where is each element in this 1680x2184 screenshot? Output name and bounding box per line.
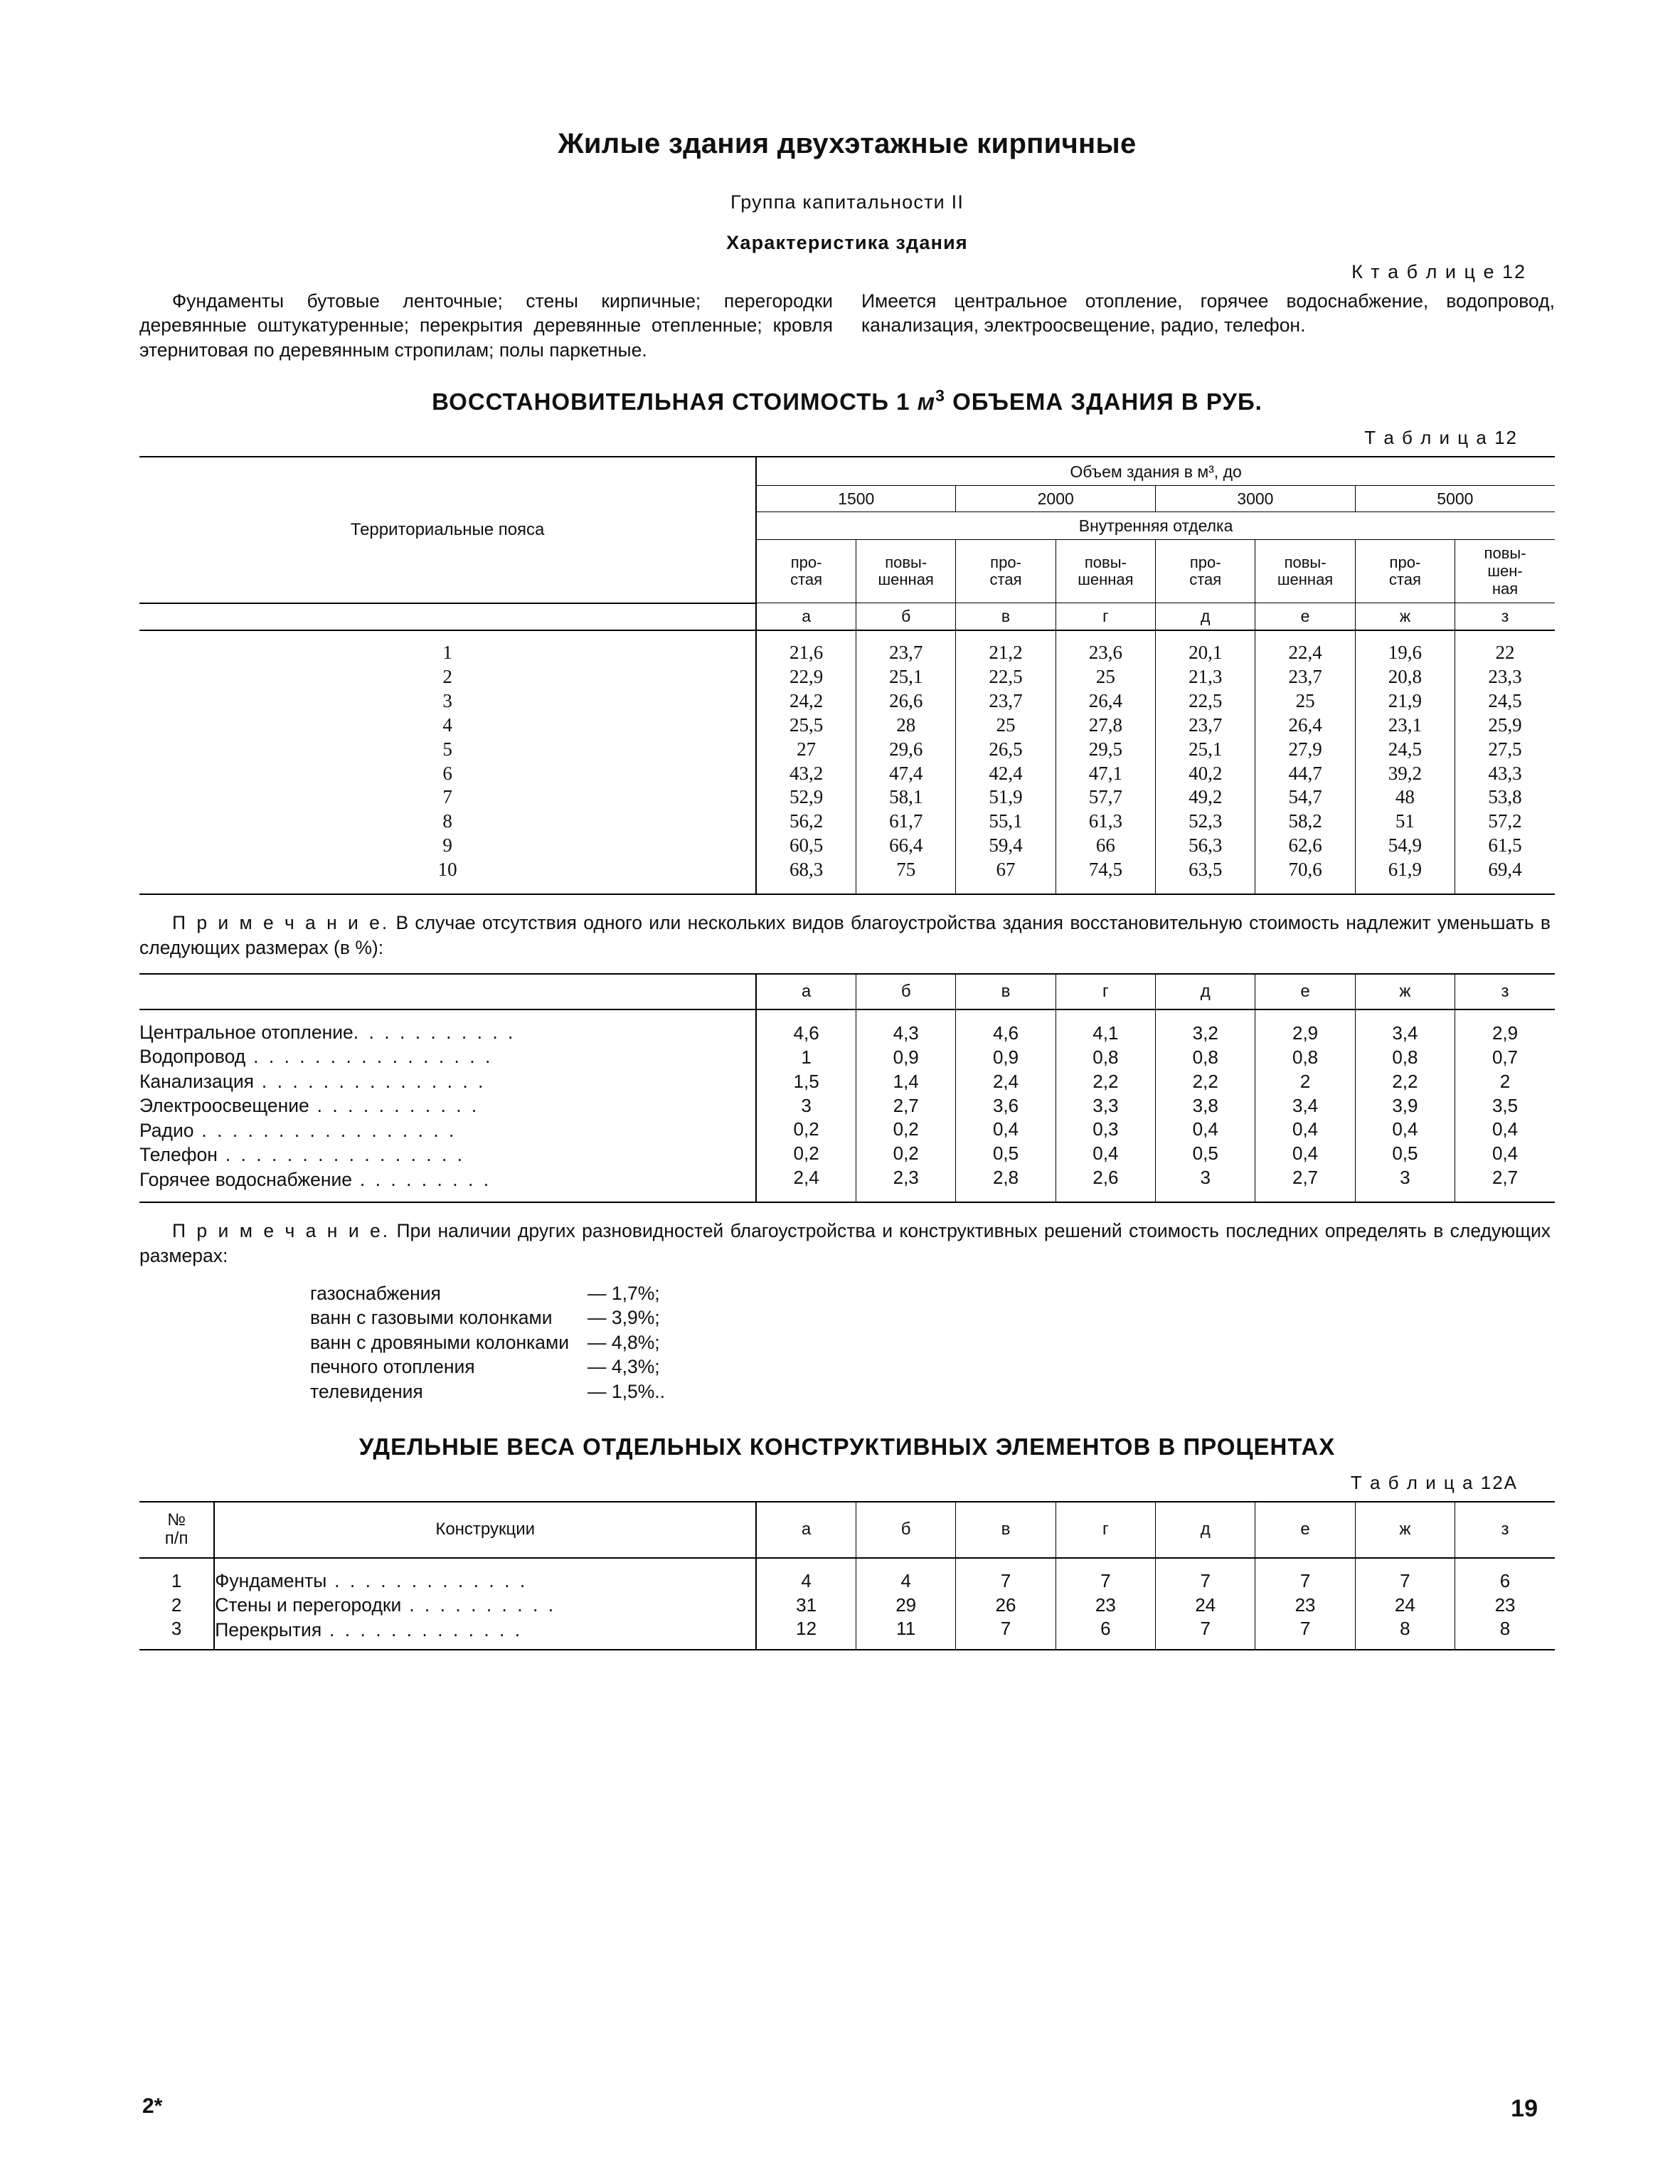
table-row [139,630,1555,894]
cost-heading [139,386,1555,415]
reductions-col-v: 4,6 0,9 2,4 3,6 0,4 0,5 2,8 [956,1009,1056,1202]
reductions-letter-b: б [856,974,956,1009]
cost-heading-post: ОБЪЕМА ЗДАНИЯ В РУБ. [945,388,1262,415]
table12-letter-g: г [1056,603,1155,631]
table12-volume-5000: 5000 [1355,486,1555,512]
reductions-letter-g: г [1056,974,1155,1009]
table12-volume-2000: 2000 [956,486,1156,512]
table12-finish-z: повы- шен- ная [1455,540,1555,603]
table12-col-a: 21,6 22,9 24,2 25,5 27 43,2 52,9 56,2 60,5 68,3 [756,630,856,894]
percent-name: ванн с дровяными колонками [310,1331,570,1353]
table12-body [139,630,1555,894]
list-item [310,1281,1555,1305]
intro-columns [139,289,1555,362]
note-1-text: В случае отсутствия одного или нескольких видов благоустройства здания восстановительную стоимость надлежит уменьшать в следующих размерах (в %): [139,911,1551,958]
table12-volume-3000: 3000 [1156,486,1356,512]
note-2-label: П р и м е ч а н и е. [172,1219,390,1241]
reductions-col-zh: 3,4 0,8 2,2 3,9 0,4 0,5 3 [1355,1009,1455,1202]
table12-col-g: 23,6 25 26,4 27,8 29,5 47,1 57,7 61,3 66 74,5 [1056,630,1155,894]
table12-finish-d: про- стая [1156,540,1255,603]
percent-value: — 4,8%; [588,1331,660,1353]
page-content [139,128,1555,1650]
table12a-body [139,1558,1555,1650]
table-reference: К т а б л и ц е 12 [1351,261,1526,282]
reductions-letter-e: е [1255,974,1355,1009]
table12-col-v: 21,2 22,5 23,7 25 26,5 42,4 51,9 55,1 59,4 67 [956,630,1056,894]
list-item [310,1355,1555,1379]
reductions-col-g: 4,1 0,8 2,2 3,3 0,3 0,4 2,6 [1056,1009,1155,1202]
reductions-col-a: 4,6 1 1,5 3 0,2 0,2 2,4 [756,1009,856,1202]
reductions-letter-a: а [756,974,856,1009]
table12-col-e: 22,4 23,7 25 26,4 27,9 44,7 54,7 58,2 62,6 70,6 [1255,630,1355,894]
table12-finish-a: про- стая [756,540,856,603]
page-number: 19 [1511,2095,1538,2122]
intro-right-column [861,289,1555,362]
list-item [310,1305,1555,1330]
reductions-col-d: 3,2 0,8 2,2 3,8 0,4 0,5 3 [1156,1009,1255,1202]
table-row [139,1558,1555,1650]
table12-finish-b: повы- шенная [856,540,956,603]
table12a-col-b: 4 29 11 [856,1558,956,1650]
table12-finish-g: повы- шенная [1056,540,1155,603]
reductions-blank-header [139,974,756,1009]
intro-left-text: Фундаменты бутовые ленточные; стены кирпичные; перегородки деревянные оштукатуренные; перекрытия деревянные отепленные; кровля этернитовая по деревянным стропилам; полы паркетные. [139,290,833,361]
table12-letter-b: б [856,603,956,631]
table12-letter-v: в [956,603,1056,631]
table12a-no-header: № п/п [139,1502,214,1558]
reductions-body [139,1009,1555,1202]
table12-col-d: 20,1 21,3 22,5 23,7 25,1 40,2 49,2 52,3 56,3 63,5 [1156,630,1255,894]
table12-letter-d: д [1156,603,1255,631]
table12-finish-header: Внутренняя отделка [756,512,1555,540]
table12-letter-a: а [756,603,856,631]
table12-letter-e: е [1255,603,1355,631]
table12a-letter-a: а [756,1502,856,1558]
list-item [310,1330,1555,1355]
table12-caption: Т а б л и ц а 12 [1364,427,1518,449]
table-12 [139,456,1555,895]
table12a-col-a: 4 31 12 [756,1558,856,1650]
table12a-caption: Т а б л и ц а 12А [1350,1472,1518,1494]
percent-name: газоснабжения [310,1282,441,1304]
table12-volume-1500: 1500 [756,486,956,512]
table12a-col-e: 7 23 7 [1255,1558,1355,1650]
table12a-col-zh: 7 24 8 [1355,1558,1455,1650]
table12-col-z: 22 23,3 24,5 25,9 27,5 43,3 53,8 57,2 61,5 69,4 [1455,630,1555,894]
signature-mark: 2* [142,2094,163,2118]
table12a-labels: Фундаменты . . . . . . . . . . . . . Стены и перегородки . . . . . . . . . . Перекрытия . . . . . . . . . . . . . [214,1558,756,1650]
table12a-numbers: 1 2 3 [171,1569,182,1640]
table12a-col-g: 7 23 6 [1056,1558,1155,1650]
cost-heading-unit: м [917,388,936,415]
cost-heading-pre: ВОССТАНОВИТЕЛЬНАЯ СТОИМОСТЬ 1 [432,388,918,415]
table-12a [139,1501,1555,1650]
capital-group-heading: Группа капитальности II [730,191,964,213]
note-2-text: При наличии других разновидностей благоустройства и конструктивных решений стоимость последних определять в следующих размерах: [139,1219,1551,1266]
table12-letter-blank [139,603,756,631]
list-item [310,1379,1555,1404]
table12a-col-v: 7 26 7 [956,1558,1056,1650]
table12-finish-e: повы- шенная [1255,540,1355,603]
table12-letter-zh: ж [1355,603,1455,631]
intro-left-column [139,289,833,362]
intro-right-text: Имеется центральное отопление, горячее водоснабжение, водопровод, канализация, электроосвещение, радио, телефон. [861,290,1555,336]
reductions-col-e: 2,9 0,8 2 3,4 0,4 0,4 2,7 [1255,1009,1355,1202]
reductions-letter-z: з [1455,974,1555,1009]
table12a-construction-header: Конструкции [214,1502,756,1558]
table12a-letter-z: з [1455,1502,1555,1558]
reductions-col-z: 2,9 0,7 2 3,5 0,4 0,4 2,7 [1455,1009,1555,1202]
percent-name: телевидения [310,1380,423,1402]
table12-finish-v: про- стая [956,540,1056,603]
percent-name: печного отопления [310,1356,475,1378]
reductions-col-b: 4,3 0,9 1,4 2,7 0,2 0,2 2,3 [856,1009,956,1202]
table12-letter-z: з [1455,603,1555,631]
table12a-letter-e: е [1255,1502,1355,1558]
table12-finish-zh: про- стая [1355,540,1455,603]
reductions-letter-v: в [956,974,1056,1009]
reductions-labels: Центральное отопление. . . . . . . . . . . Водопровод . . . . . . . . . . . . . . . . Канализация . . . . . . . . . . . . . . . Электроосвещение . . . . . . . . . . . Радио . . . . . . . . . . . . . . . . . Телефон . . . . . . . . . . . . . . . . Горячее водоснабжение . . . . . . . . . [139,1021,516,1190]
percent-value: — 3,9%; [588,1307,660,1329]
table-reductions [139,973,1555,1203]
table12-territory-header: Территориальные пояса [139,457,756,603]
table12a-letter-b: б [856,1502,956,1558]
weights-heading: УДЕЛЬНЫЕ ВЕСА ОТДЕЛЬНЫХ КОНСТРУКТИВНЫХ ЭЛЕМЕНТОВ В ПРОЦЕНТАХ [358,1433,1336,1461]
note-1-label: П р и м е ч а н и е. [172,911,390,933]
table12a-col-d: 7 24 7 [1156,1558,1255,1650]
page-title: Жилые здания двухэтажные кирпичные [558,128,1137,159]
table12a-col-z: 6 23 8 [1455,1558,1555,1650]
percent-list [310,1281,1555,1404]
percent-value: — 1,7%; [588,1282,660,1304]
table12a-letter-v: в [956,1502,1056,1558]
cost-heading-sup: 3 [935,386,945,405]
percent-value: — 4,3%; [588,1356,660,1378]
table12-col-b: 23,7 25,1 26,6 28 29,6 47,4 58,1 61,7 66,4 75 [856,630,956,894]
note-2 [139,1219,1551,1268]
characteristics-heading: Характеристика здания [726,232,968,253]
note-1 [139,911,1551,960]
table12a-letter-d: д [1156,1502,1255,1558]
percent-value: — 1,5%.. [588,1380,665,1402]
table12-volume-header: Объем здания в м³, до [756,457,1555,486]
table12a-letter-g: г [1056,1502,1155,1558]
reductions-letter-d: д [1156,974,1255,1009]
table12-zones: 1 2 3 4 5 6 7 8 9 10 [437,642,457,881]
table12-col-zh: 19,6 20,8 21,9 23,1 24,5 39,2 48 51 54,9 61,9 [1355,630,1455,894]
percent-name: ванн с газовыми колонками [310,1307,553,1329]
table12a-letter-zh: ж [1355,1502,1455,1558]
table-row [139,1009,1555,1202]
reductions-letter-zh: ж [1355,974,1455,1009]
